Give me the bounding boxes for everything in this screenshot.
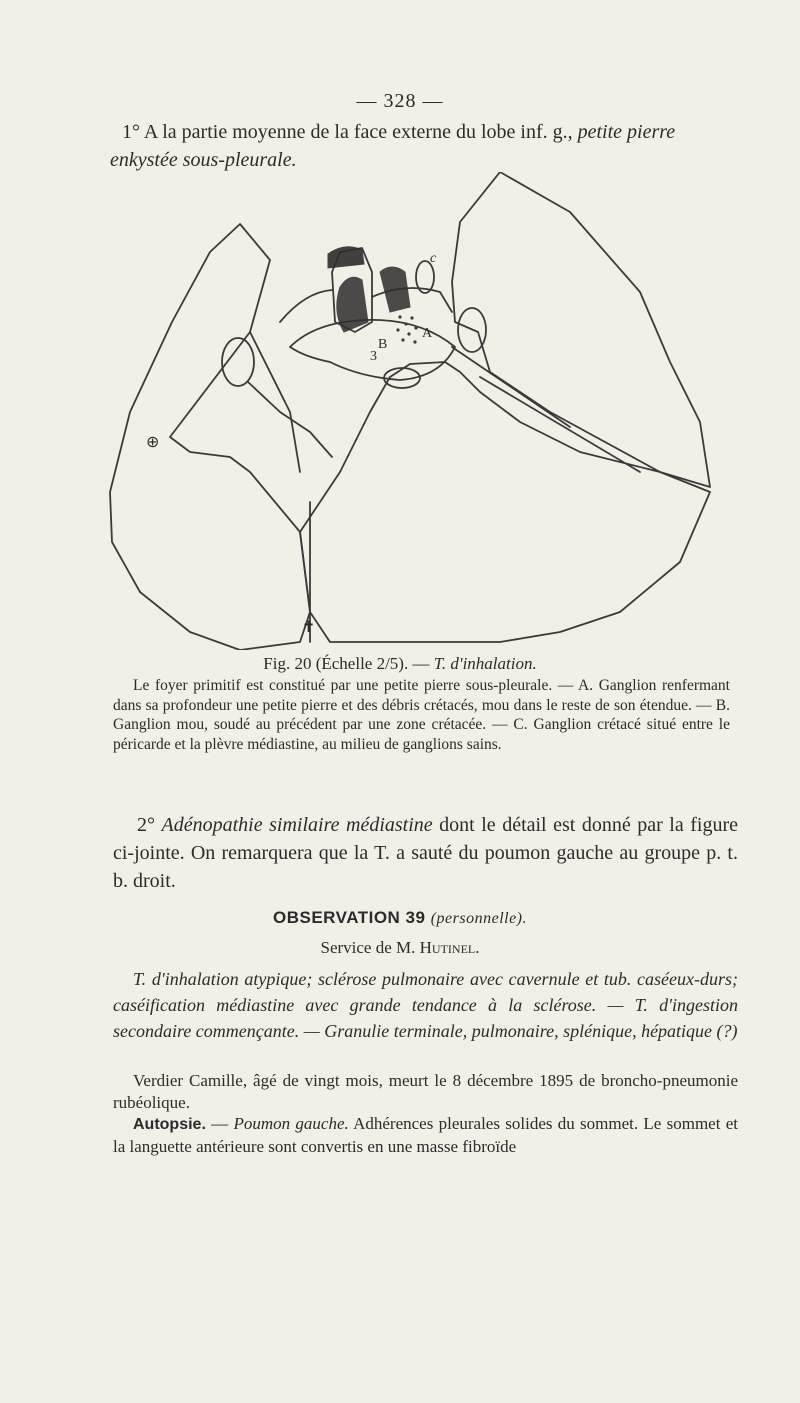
case-description: Verdier Camille, âgé de vingt mois, meurt le 8 décembre 1895 de broncho-pneumonie rubéolique. xyxy=(113,1071,738,1112)
left-lung-outline xyxy=(110,224,310,650)
label-cross: ✝ xyxy=(302,617,316,636)
autopsy-text: Adhérences pleurales solides du sommet. Le sommet et la languette antérieure sont convertis en une masse fibroïde xyxy=(113,1114,738,1156)
figure-caption xyxy=(0,654,800,674)
left-bronchus xyxy=(280,290,332,322)
service-name: Hutinel. xyxy=(419,938,480,957)
observation-heading: OBSERVATION 39 xyxy=(272,908,426,927)
service-line xyxy=(0,938,800,958)
label-plus: ⊕ xyxy=(146,432,160,451)
left-fissure xyxy=(250,332,300,472)
caption-mode: T. d'inhalation. xyxy=(433,654,537,673)
autopsy-paragraph xyxy=(113,1113,738,1158)
diagonal-right-2 xyxy=(480,377,640,472)
paragraph-1 xyxy=(110,118,740,174)
autopsy-label: Autopsie. xyxy=(133,1116,206,1133)
figure-legend: Le foyer primitif est constitué par une petite pierre sous-pleurale. — A. Ganglion renfermant dans sa profondeur une petite pierre et des débris crétacés, mou dans le reste de son étendue. — B. Ganglion mou, soudé au précédent par une zone crétacée. — C. Ganglion crétacé situé entre le péricarde et la plèvre médiastine, au milieu de ganglions sains. xyxy=(113,677,730,753)
right-bronchus xyxy=(372,288,452,312)
label-c: c xyxy=(430,251,437,266)
paragraph-2-text: dont le détail est donné par la figure ci-jointe. On remarquera que la T. a sauté du poumon gauche au groupe p. t. b. droit. xyxy=(113,814,739,892)
label-three: 3 xyxy=(370,349,377,364)
ganglion-a-shape xyxy=(337,277,368,332)
paragraph-2-emphasis: Adénopathie similaire médiastine xyxy=(161,814,433,836)
right-lung-outline xyxy=(452,172,710,487)
label-b: B xyxy=(378,337,388,352)
paragraph-2-num: 2° xyxy=(137,814,162,836)
mediastinal-line xyxy=(248,382,332,457)
label-a: A xyxy=(422,326,433,341)
case-summary: T. d'inhalation atypique; sclérose pulmonaire avec cavernule et tub. caséeux-durs; caséification médiastine avec grande tendance à la sclérose. — T. d'ingestion secondaire commençante. — Granulie terminale, pulmonaire, splénique, hépatique (?) xyxy=(113,969,738,1041)
service-prefix: Service de M. xyxy=(320,938,420,957)
paragraph-1-emphasis: petite pierre enkystée sous-pleurale. xyxy=(110,121,676,171)
paragraph-1-text: 1° A la partie moyenne de la face externe du lobe inf. g., xyxy=(122,121,578,143)
paragraph-2 xyxy=(113,811,738,895)
page-number: — 328 — xyxy=(356,90,444,112)
anatomical-figure xyxy=(100,172,715,650)
autopsy-dash: — xyxy=(205,1114,234,1133)
autopsy-lung: Poumon gauche. xyxy=(233,1114,349,1133)
right-lung-lower xyxy=(300,362,710,642)
caption-fig: Fig. 20 (Échelle 2/5). — xyxy=(263,654,434,673)
observation-title xyxy=(0,908,800,928)
ganglion-b-shape xyxy=(380,267,410,312)
observation-subtitle: (personnelle). xyxy=(430,910,528,927)
bronchus-dark xyxy=(328,247,364,268)
